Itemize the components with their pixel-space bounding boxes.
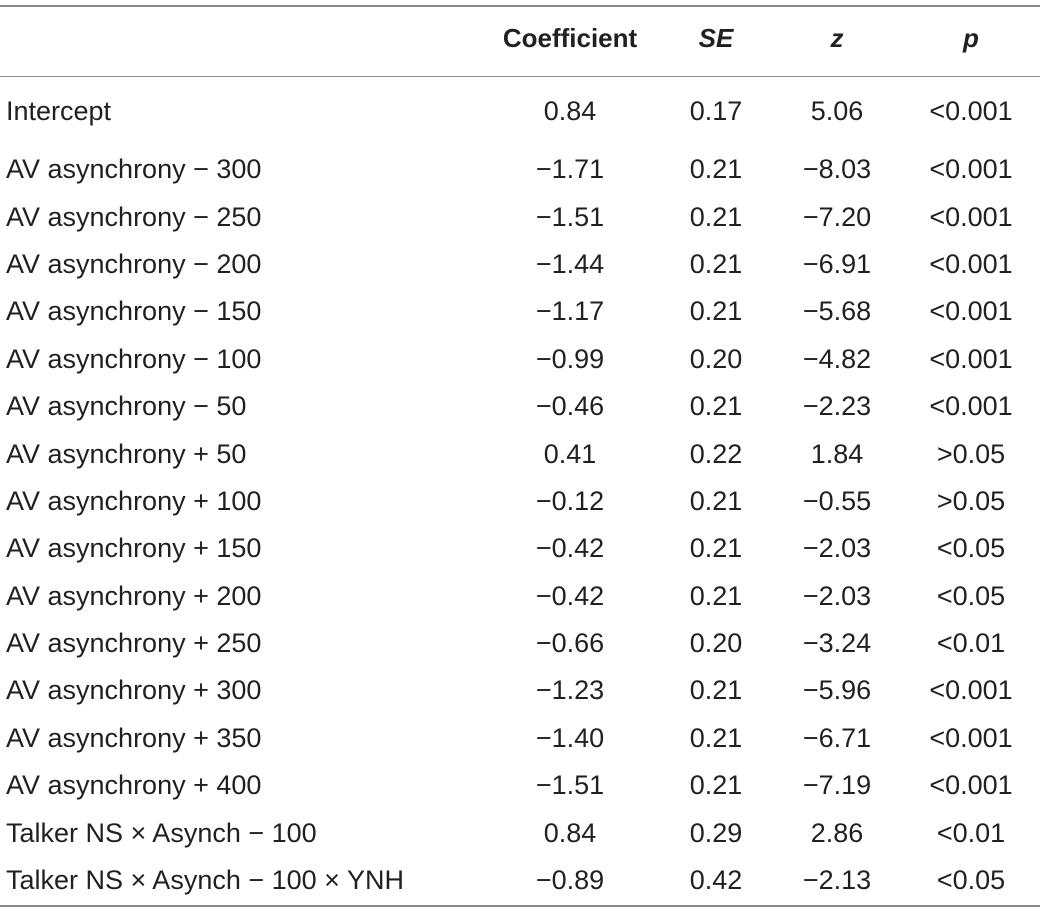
cell-p: <0.001 bbox=[929, 770, 1013, 801]
cell-term: Intercept bbox=[6, 95, 112, 126]
bottom-rule bbox=[0, 905, 1040, 907]
cell-term: AV asynchrony + 200 bbox=[6, 580, 262, 611]
table-row bbox=[0, 620, 1040, 667]
cell-p: <0.001 bbox=[929, 296, 1013, 327]
cell-coefficient: 0.41 bbox=[543, 438, 597, 469]
table-row bbox=[0, 76, 1040, 146]
cell-z: −2.13 bbox=[802, 865, 872, 896]
table-row bbox=[0, 478, 1040, 525]
cell-z: 1.84 bbox=[810, 438, 864, 469]
table-row bbox=[0, 241, 1040, 288]
cell-coefficient: −0.12 bbox=[535, 485, 605, 516]
cell-term: AV asynchrony + 350 bbox=[6, 722, 262, 753]
cell-z: −5.68 bbox=[802, 296, 872, 327]
table-row bbox=[0, 525, 1040, 572]
cell-term: AV asynchrony − 150 bbox=[6, 296, 262, 327]
cell-coefficient: −1.44 bbox=[535, 248, 605, 279]
cell-term: AV asynchrony − 300 bbox=[6, 154, 262, 185]
cell-term: AV asynchrony − 100 bbox=[6, 343, 262, 374]
cell-z: 5.06 bbox=[810, 95, 864, 126]
cell-term: Talker NS × Asynch − 100 × YNH bbox=[6, 865, 404, 896]
cell-coefficient: −0.42 bbox=[535, 580, 605, 611]
cell-z: −5.96 bbox=[802, 675, 872, 706]
table-row bbox=[0, 336, 1040, 383]
cell-coefficient: −1.51 bbox=[535, 201, 605, 232]
cell-term: AV asynchrony − 200 bbox=[6, 248, 262, 279]
table-body bbox=[0, 76, 1040, 904]
header-se: SE bbox=[698, 22, 734, 53]
cell-z: −6.91 bbox=[802, 248, 872, 279]
cell-p: >0.05 bbox=[936, 438, 1006, 469]
cell-se: 0.21 bbox=[689, 391, 743, 422]
cell-p: <0.05 bbox=[936, 580, 1006, 611]
table-row bbox=[0, 715, 1040, 762]
table-row bbox=[0, 762, 1040, 809]
cell-se: 0.29 bbox=[689, 817, 743, 848]
cell-z: −2.03 bbox=[802, 533, 872, 564]
cell-term: AV asynchrony + 50 bbox=[6, 438, 247, 469]
cell-coefficient: −1.17 bbox=[535, 296, 605, 327]
cell-se: 0.21 bbox=[689, 201, 743, 232]
header-coefficient: Coefficient bbox=[502, 22, 638, 53]
cell-term: AV asynchrony + 150 bbox=[6, 533, 262, 564]
table-row bbox=[0, 857, 1040, 904]
table-row bbox=[0, 288, 1040, 335]
cell-se: 0.21 bbox=[689, 485, 743, 516]
table-row bbox=[0, 193, 1040, 240]
cell-term: AV asynchrony + 100 bbox=[6, 485, 262, 516]
cell-p: <0.001 bbox=[929, 154, 1013, 185]
cell-coefficient: −1.23 bbox=[535, 675, 605, 706]
cell-se: 0.21 bbox=[689, 675, 743, 706]
cell-coefficient: −1.71 bbox=[535, 154, 605, 185]
cell-se: 0.21 bbox=[689, 296, 743, 327]
cell-coefficient: −1.51 bbox=[535, 770, 605, 801]
cell-se: 0.20 bbox=[689, 628, 743, 659]
table-row bbox=[0, 430, 1040, 477]
cell-se: 0.17 bbox=[689, 95, 743, 126]
cell-z: −2.23 bbox=[802, 391, 872, 422]
cell-coefficient: 0.84 bbox=[543, 95, 597, 126]
cell-z: −7.19 bbox=[802, 770, 872, 801]
table-row bbox=[0, 809, 1040, 856]
cell-se: 0.21 bbox=[689, 154, 743, 185]
cell-se: 0.21 bbox=[689, 770, 743, 801]
table-row bbox=[0, 383, 1040, 430]
header-term bbox=[0, 0, 480, 76]
cell-coefficient: −0.66 bbox=[535, 628, 605, 659]
cell-z: 2.86 bbox=[810, 817, 864, 848]
cell-z: −6.71 bbox=[802, 722, 872, 753]
cell-se: 0.21 bbox=[689, 580, 743, 611]
cell-z: −8.03 bbox=[802, 154, 872, 185]
cell-se: 0.22 bbox=[689, 438, 743, 469]
cell-p: <0.01 bbox=[936, 817, 1006, 848]
cell-p: <0.001 bbox=[929, 391, 1013, 422]
cell-term: AV asynchrony + 300 bbox=[6, 675, 262, 706]
header-z: z bbox=[830, 22, 844, 53]
table-row bbox=[0, 146, 1040, 193]
table-row bbox=[0, 573, 1040, 620]
cell-se: 0.21 bbox=[689, 722, 743, 753]
cell-se: 0.42 bbox=[689, 865, 743, 896]
cell-p: <0.01 bbox=[936, 628, 1006, 659]
cell-z: −0.55 bbox=[802, 485, 872, 516]
cell-term: AV asynchrony − 250 bbox=[6, 201, 262, 232]
header-row bbox=[0, 0, 1040, 76]
cell-coefficient: 0.84 bbox=[543, 817, 597, 848]
cell-se: 0.20 bbox=[689, 343, 743, 374]
table-row bbox=[0, 667, 1040, 714]
cell-coefficient: −0.46 bbox=[535, 391, 605, 422]
cell-coefficient: −1.40 bbox=[535, 722, 605, 753]
cell-p: <0.001 bbox=[929, 343, 1013, 374]
cell-z: −7.20 bbox=[802, 201, 872, 232]
cell-se: 0.21 bbox=[689, 248, 743, 279]
cell-p: <0.001 bbox=[929, 201, 1013, 232]
cell-p: <0.05 bbox=[936, 533, 1006, 564]
header-p: p bbox=[963, 22, 979, 53]
cell-z: −2.03 bbox=[802, 580, 872, 611]
cell-term: Talker NS × Asynch − 100 bbox=[6, 817, 317, 848]
cell-coefficient: −0.89 bbox=[535, 865, 605, 896]
table-header bbox=[0, 0, 1040, 76]
cell-term: AV asynchrony + 250 bbox=[6, 628, 262, 659]
cell-p: >0.05 bbox=[936, 485, 1006, 516]
cell-coefficient: −0.42 bbox=[535, 533, 605, 564]
cell-p: <0.001 bbox=[929, 95, 1013, 126]
cell-z: −3.24 bbox=[802, 628, 872, 659]
cell-term: AV asynchrony − 50 bbox=[6, 391, 247, 422]
cell-p: <0.001 bbox=[929, 675, 1013, 706]
cell-z: −4.82 bbox=[802, 343, 872, 374]
cell-p: <0.001 bbox=[929, 248, 1013, 279]
cell-p: <0.05 bbox=[936, 865, 1006, 896]
cell-term: AV asynchrony + 400 bbox=[6, 770, 262, 801]
cell-p: <0.001 bbox=[929, 722, 1013, 753]
cell-se: 0.21 bbox=[689, 533, 743, 564]
cell-coefficient: −0.99 bbox=[535, 343, 605, 374]
